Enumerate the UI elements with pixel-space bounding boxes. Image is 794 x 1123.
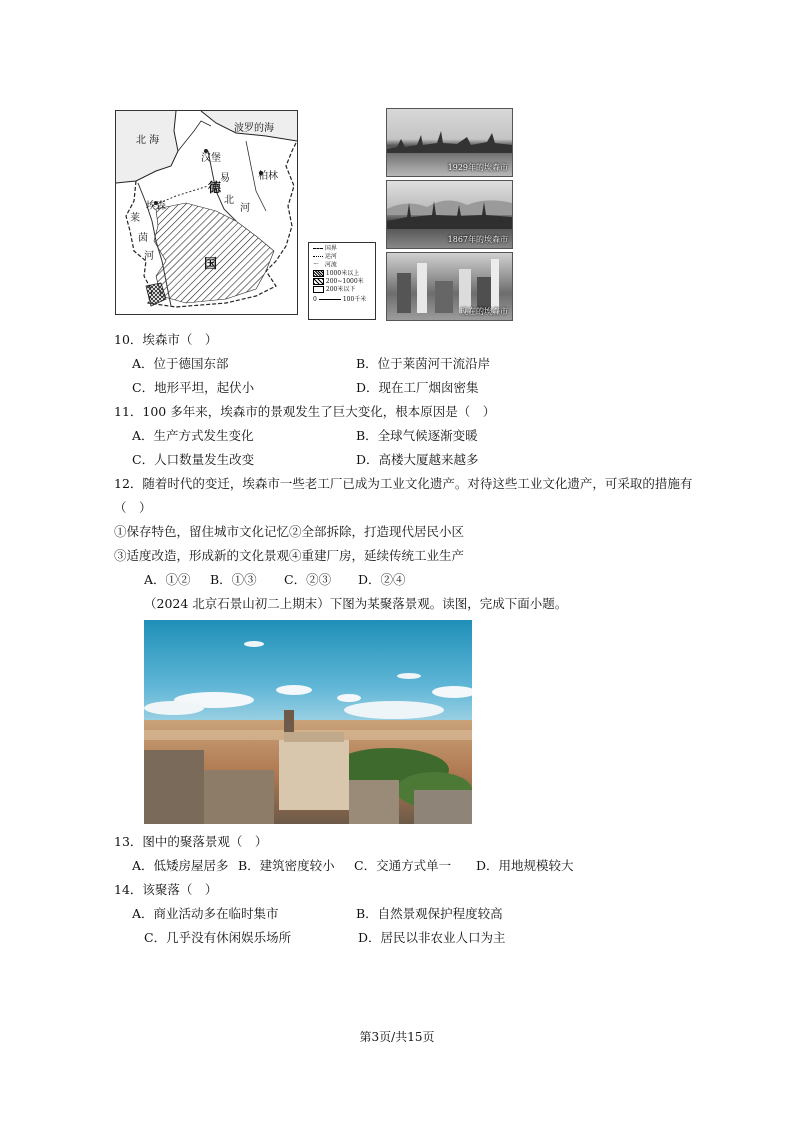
label-he2: 河 — [144, 251, 154, 262]
label-chu: 易 — [220, 173, 230, 184]
q14-stem: 14．该聚落（ ） — [114, 882, 218, 897]
map-legend — [308, 242, 376, 320]
legend-h3 — [313, 286, 371, 294]
scale-length: 100千米 — [342, 295, 367, 303]
q13-option-c[interactable]: C．交通方式单一 — [354, 858, 452, 873]
q14-option-b[interactable]: B．自然景观保护程度较高 — [356, 906, 503, 921]
label-yin: 茵 — [138, 233, 148, 244]
label-baltic: 波罗的海 — [234, 123, 274, 134]
q10-option-b[interactable]: B．位于莱茵河干流沿岸 — [356, 356, 491, 371]
label-essen: 埃森 — [146, 201, 166, 212]
label-guo: 国 — [204, 257, 218, 272]
photo-essen-1867 — [386, 180, 513, 249]
legend-river: ～ 河流 — [313, 261, 337, 269]
q12-statement-1: ①保存特色，留住城市文化记忆②全部拆除，打造现代居民小区 — [114, 524, 465, 539]
q14-option-a[interactable]: A．商业活动多在临时集市 — [132, 906, 279, 921]
legend-h1 — [313, 270, 371, 278]
photo-essen-1929 — [386, 108, 513, 177]
label-he: 河 — [240, 203, 250, 214]
q11-option-d[interactable]: D．高楼大厦越来越多 — [356, 452, 479, 467]
page-footer: 第3页/共15页 — [359, 1030, 435, 1044]
q13-option-d[interactable]: D．用地规模较大 — [476, 858, 574, 873]
q12-option-b[interactable]: B．①③ — [210, 572, 257, 587]
scale-zero: 0 — [313, 295, 317, 303]
q13-option-a[interactable]: A．低矮房屋居多 — [132, 858, 229, 873]
q10-option-a[interactable]: A．位于德国东部 — [132, 356, 229, 371]
photo-caption-now: 现在的埃森市 — [460, 307, 508, 316]
settlement-photo — [144, 620, 472, 824]
photo-caption-1867: 1867年的埃森市 — [447, 235, 508, 244]
legend-canal-label: 运河 — [324, 253, 337, 260]
legend-canal — [313, 253, 371, 261]
settlement-intro: （2024 北京石景山初二上期末）下图为某聚落景观。读图，完成下面小题。 — [144, 596, 568, 611]
q13-option-b[interactable]: B．建筑密度较小 — [238, 858, 335, 873]
q12-option-d[interactable]: D．②④ — [358, 572, 406, 587]
q11-option-a[interactable]: A．生产方式发生变化 — [132, 428, 254, 443]
q11-option-c[interactable]: C．人口数量发生改变 — [132, 452, 255, 467]
legend-h2-label: 200~1000米 — [325, 277, 364, 285]
label-lai: 莱 — [130, 213, 140, 224]
label-bei: 北 — [224, 195, 234, 206]
q14-option-c[interactable]: C．几乎没有休闲娱乐场所 — [144, 930, 292, 945]
legend-h1-label: 1000米以上 — [325, 269, 360, 277]
q12-statement-2: ③适度改造，形成新的文化景观④重建厂房，延续传统工业生产 — [114, 548, 465, 563]
photo-caption-1929: 1929年的埃森市 — [447, 163, 508, 172]
label-berlin: 柏林 — [258, 171, 278, 182]
q12-stem-bracket: （ ） — [114, 500, 152, 515]
q12-option-a[interactable]: A．①② — [144, 572, 191, 587]
legend-river-label: 河流 — [324, 261, 337, 269]
legend-border — [313, 245, 371, 253]
q14-option-d[interactable]: D．居民以非农业人口为主 — [358, 930, 506, 945]
legend-h3-label: 200米以下 — [325, 285, 356, 293]
q11-stem: 11．100 多年来，埃森市的景观发生了巨大变化，根本原因是（ ） — [114, 404, 496, 419]
legend-scale — [313, 296, 371, 304]
q10-option-c[interactable]: C．地形平坦，起伏小 — [132, 380, 255, 395]
q12-stem: 12．随着时代的变迁，埃森市一些老工厂已成为工业文化遗产。对待这些工业文化遗产，可采取的措施有 — [114, 476, 693, 491]
q12-option-c[interactable]: C．②③ — [284, 572, 332, 587]
q10-option-d[interactable]: D．现在工厂烟囱密集 — [356, 380, 479, 395]
germany-map — [115, 110, 298, 315]
settlement-photo-drawing — [144, 620, 472, 824]
label-hamburg: 汉堡 — [201, 153, 221, 164]
label-de: 德 — [208, 181, 222, 196]
legend-h2 — [313, 278, 371, 286]
label-north-sea: 北 海 — [136, 135, 160, 146]
photo-essen-now — [386, 252, 513, 321]
q10-stem: 10．埃森市（ ） — [114, 332, 218, 347]
q11-option-b[interactable]: B．全球气候逐渐变暖 — [356, 428, 478, 443]
q13-stem: 13．图中的聚落景观（ ） — [114, 834, 268, 849]
legend-border-label: 国界 — [324, 245, 337, 252]
